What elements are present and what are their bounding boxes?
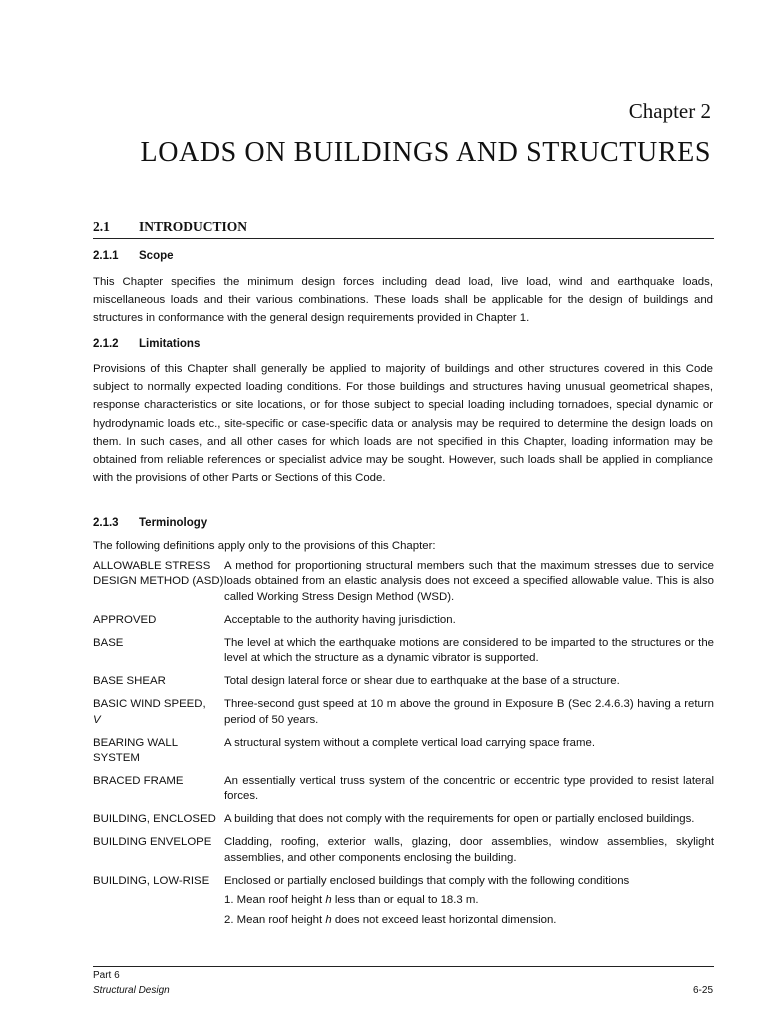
section-number: 2.1 xyxy=(93,219,110,234)
definition-term xyxy=(93,774,224,805)
definition-list-item xyxy=(224,893,714,908)
definition-row xyxy=(93,697,714,728)
definition-body xyxy=(224,697,714,728)
definition-text: Cladding, roofing, exterior walls, glazing, door assemblies, window assemblies, skylight assemblies, and other components enclosing the building. xyxy=(224,836,714,864)
definition-body xyxy=(224,613,714,628)
section-title: INTRODUCTION xyxy=(139,219,248,234)
definition-term-text: BUILDING, ENCLOSED xyxy=(93,813,216,826)
definition-term xyxy=(93,835,224,866)
definition-term-text: BASE SHEAR xyxy=(93,675,166,688)
definition-list-item-pre: 2. Mean roof height xyxy=(224,913,326,926)
definition-term xyxy=(93,674,224,689)
limitations-paragraph: Provisions of this Chapter shall generally be applied to majority of buildings and other structures covered in this Code subject to normally expected loading conditions. For those buildings and structures having unusual geometrical shapes, response characteristics or site locations, or for those subject to special loading including tornadoes, special dynamic or hydrodynamic loads etc., site-specific or case-specific data or analysis may be required to determine the design loads on them. In such cases, and all other cases for which loads are not specified in this Chapter, loading information may be obtained from reliable references or specialist advice may be sought. However, such loads shall be applied in compliance with the provisions of other Parts or Sections of this Code. xyxy=(93,363,713,485)
definition-body xyxy=(224,835,714,866)
definition-text: A building that does not comply with the requirements for open or partially enclosed buildings. xyxy=(224,813,695,826)
scope-paragraph: This Chapter specifies the minimum design forces including dead load, live load, wind and earthquake loads, miscellaneous loads and their various combinations. These loads shall be applicable for the design of buildings and structures in conformance with the general design requirements provided in Chapter 1. xyxy=(93,276,713,325)
definition-list-item-pre: 1. Mean roof height xyxy=(224,894,326,907)
definition-row xyxy=(93,812,714,827)
definition-term-symbol: V xyxy=(93,713,101,726)
definition-body xyxy=(224,812,714,827)
definition-text: Enclosed or partially enclosed buildings that comply with the following conditions xyxy=(224,874,630,887)
definition-text: A structural system without a complete vertical load carrying space frame. xyxy=(224,736,595,749)
definition-list-item-sym: h xyxy=(325,913,332,926)
definition-row xyxy=(93,559,714,605)
definition-term-text: BASIC WIND SPEED, xyxy=(93,698,206,711)
definition-body xyxy=(224,874,714,928)
definition-term-text: APPROVED xyxy=(93,613,157,626)
footer-title: Structural Design xyxy=(93,985,170,996)
definition-term-text: ALLOWABLE STRESS DESIGN METHOD (ASD) xyxy=(93,560,224,588)
section-heading xyxy=(93,218,714,239)
definition-list-item-post: less than or equal to 18.3 m. xyxy=(331,894,479,907)
definition-body xyxy=(224,674,714,689)
definition-term xyxy=(93,636,224,667)
definition-text: A method for proportioning structural members such that the maximum stresses due to service loads obtained from an elastic analysis does not exceed a specified allowable value. This is also called Working Stress Design Method (WSD). xyxy=(224,560,714,603)
definition-term xyxy=(93,736,224,767)
definition-list-item xyxy=(224,913,714,928)
definition-row xyxy=(93,774,714,805)
definition-term-text: BASE xyxy=(93,636,124,649)
definition-term xyxy=(93,812,224,827)
definition-body xyxy=(224,774,714,805)
definition-term xyxy=(93,613,224,628)
definition-text: An essentially vertical truss system of the concentric or eccentric type provided to resist lateral forces. xyxy=(224,775,714,803)
definition-term xyxy=(93,874,224,928)
definition-body xyxy=(224,636,714,667)
subsection-number: 2.1.1 xyxy=(93,250,119,262)
footer-divider xyxy=(93,966,714,967)
definitions-list xyxy=(93,559,714,936)
definition-term-text: BUILDING, LOW-RISE xyxy=(93,874,210,887)
definition-term xyxy=(93,697,224,728)
definition-body xyxy=(224,559,714,605)
definition-row xyxy=(93,736,714,767)
subsection-title: Limitations xyxy=(139,338,201,350)
chapter-title: LOADS ON BUILDINGS AND STRUCTURES xyxy=(140,137,711,168)
definition-term-text: BRACED FRAME xyxy=(93,775,184,788)
terminology-intro: The following definitions apply only to the provisions of this Chapter: xyxy=(93,540,436,552)
definition-text: Total design lateral force or shear due to earthquake at the base of a structure. xyxy=(224,675,620,688)
definition-text: The level at which the earthquake motions are considered to be imparted to the structures or the level at which the structure as a dynamic vibrator is supported. xyxy=(224,636,714,665)
definition-list-item-post: does not exceed least horizontal dimension. xyxy=(331,913,557,926)
definition-row xyxy=(93,674,714,689)
definition-term-text: BUILDING ENVELOPE xyxy=(93,836,212,849)
definition-row xyxy=(93,636,714,667)
subsection-number: 2.1.3 xyxy=(93,517,119,529)
footer-part: Part 6 xyxy=(93,970,120,981)
definition-row xyxy=(93,613,714,628)
page-number: 6-25 xyxy=(692,985,713,996)
definition-row xyxy=(93,874,714,928)
definition-list-item-sym: h xyxy=(325,894,332,907)
subsection-number: 2.1.2 xyxy=(93,338,119,350)
definition-row xyxy=(93,835,714,866)
subsection-title: Scope xyxy=(139,250,174,262)
definition-text: Three-second gust speed at 10 m above the ground in Exposure B (Sec 2.4.6.3) having a return period of 50 years. xyxy=(224,698,714,726)
definition-term xyxy=(93,559,224,605)
chapter-label: Chapter 2 xyxy=(628,99,711,123)
definition-body xyxy=(224,736,714,767)
subsection-title: Terminology xyxy=(139,517,208,529)
definition-text: Acceptable to the authority having jurisdiction. xyxy=(224,613,456,626)
definition-term-text: BEARING WALL SYSTEM xyxy=(93,736,178,765)
